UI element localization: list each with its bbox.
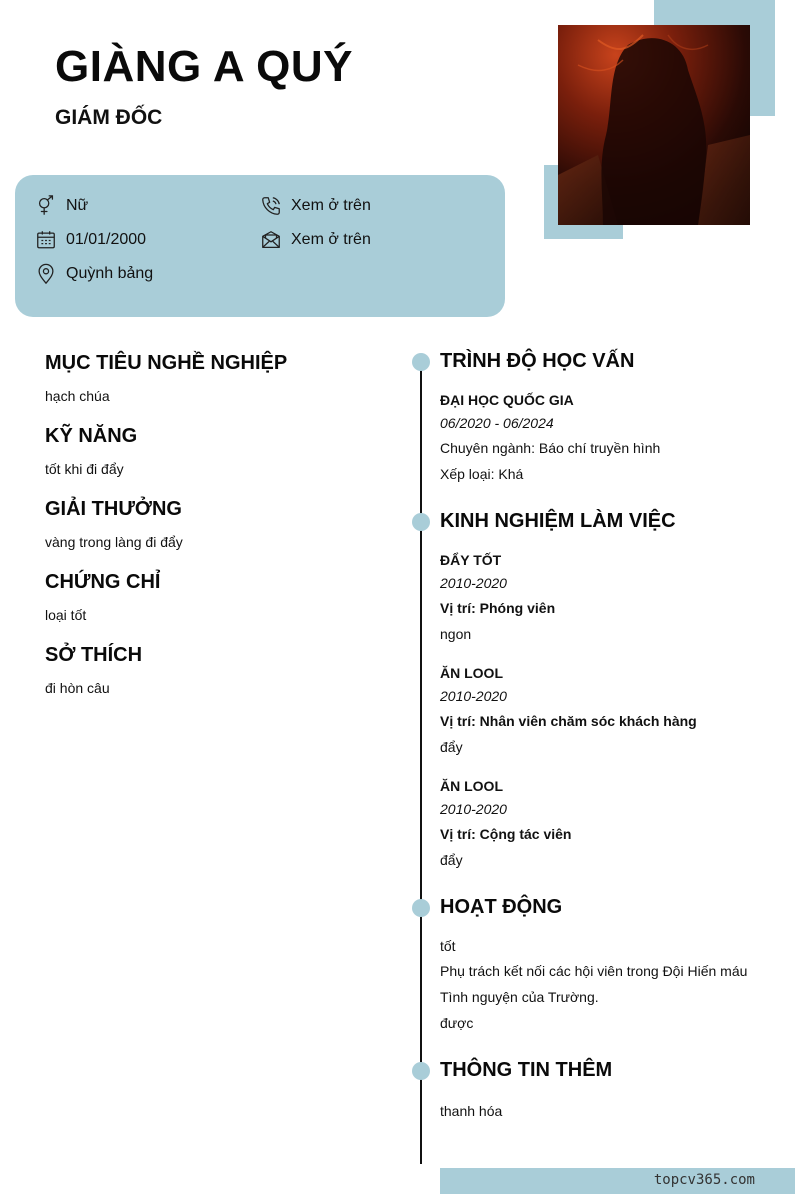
job-description: đẩy — [440, 739, 463, 755]
section-activities — [440, 896, 770, 1036]
section-title: CHỨNG CHỈ — [45, 571, 161, 593]
contact-info-box — [15, 175, 505, 317]
section-experience — [440, 510, 770, 880]
calendar-icon — [35, 229, 57, 251]
candidate-name: GIÀNG A QUÝ — [55, 42, 354, 91]
watermark-text: topcv365.com — [653, 1172, 755, 1188]
section-awards — [45, 498, 375, 551]
phone-value: Xem ở trên — [291, 197, 371, 214]
section-title: THÔNG TIN THÊM — [440, 1059, 613, 1081]
job-company: ĐẨY TỐT — [440, 552, 502, 568]
section-text: hạch chúa — [45, 388, 110, 404]
job-description: ngon — [440, 626, 472, 642]
job-position: Vị trí: Cộng tác viên — [440, 826, 572, 842]
activity-line: tốt — [440, 938, 456, 954]
activity-line: Tình nguyện của Trường. — [440, 989, 599, 1005]
profile-photo — [558, 25, 750, 225]
activity-line: Phụ trách kết nối các hội viên trong Đội Hiến máu — [440, 963, 748, 979]
section-education — [440, 350, 770, 490]
section-hobbies — [45, 644, 375, 697]
section-title: MỤC TIÊU NGHỀ NGHIỆP — [45, 352, 288, 374]
job-title: GIÁM ĐỐC — [55, 106, 163, 129]
section-text: loại tốt — [45, 607, 87, 623]
contact-phone — [260, 194, 371, 218]
job-period: 2010-2020 — [440, 688, 507, 704]
section-title: KỸ NĂNG — [45, 425, 138, 447]
gender-value: Nữ — [66, 197, 89, 214]
timeline-dot-activities — [412, 899, 430, 917]
activity-line: được — [440, 1015, 474, 1031]
section-text: đi hòn câu — [45, 680, 110, 696]
section-title: TRÌNH ĐỘ HỌC VẤN — [440, 350, 635, 372]
section-additional-info — [440, 1059, 770, 1129]
job-period: 2010-2020 — [440, 575, 507, 591]
section-skills — [45, 425, 375, 478]
school-name: ĐẠI HỌC QUỐC GIA — [440, 392, 574, 408]
additional-text: thanh hóa — [440, 1103, 503, 1119]
education-rank: Xếp loại: Khá — [440, 466, 524, 482]
address-value: Quỳnh bảng — [66, 265, 154, 282]
job-company: ĂN LOOL — [440, 778, 503, 794]
education-period: 06/2020 - 06/2024 — [440, 415, 554, 431]
timeline-dot-additional — [412, 1062, 430, 1080]
phone-icon — [260, 195, 282, 217]
birthday-value: 01/01/2000 — [66, 231, 147, 248]
gender-icon — [35, 195, 57, 217]
job-period: 2010-2020 — [440, 801, 507, 817]
section-text: vàng trong làng đi đẩy — [45, 534, 183, 550]
education-major: Chuyên ngành: Báo chí truyền hình — [440, 440, 661, 456]
job-description: đẩy — [440, 852, 463, 868]
section-title: GIẢI THƯỞNG — [45, 498, 182, 520]
contact-gender — [35, 194, 88, 218]
left-column — [45, 352, 375, 717]
contact-email — [260, 228, 371, 252]
section-career-objective — [45, 352, 375, 405]
section-title: KINH NGHIỆM LÀM VIỆC — [440, 510, 676, 532]
job-position: Vị trí: Nhân viên chăm sóc khách hàng — [440, 713, 697, 729]
footer-bar — [440, 1168, 795, 1194]
timeline-dot-experience — [412, 513, 430, 531]
email-value: Xem ở trên — [291, 231, 371, 248]
contact-birthday — [35, 228, 146, 252]
job-position: Vị trí: Phóng viên — [440, 600, 556, 616]
contact-address — [35, 262, 153, 286]
timeline-line — [420, 362, 422, 1164]
section-text: tốt khi đi đẩy — [45, 461, 124, 477]
section-certificates — [45, 571, 375, 624]
job-company: ĂN LOOL — [440, 665, 503, 681]
timeline-dot-education — [412, 353, 430, 371]
section-title: HOẠT ĐỘNG — [440, 896, 563, 918]
section-title: SỞ THÍCH — [45, 644, 143, 666]
location-pin-icon — [35, 263, 57, 285]
mail-icon — [260, 229, 282, 251]
